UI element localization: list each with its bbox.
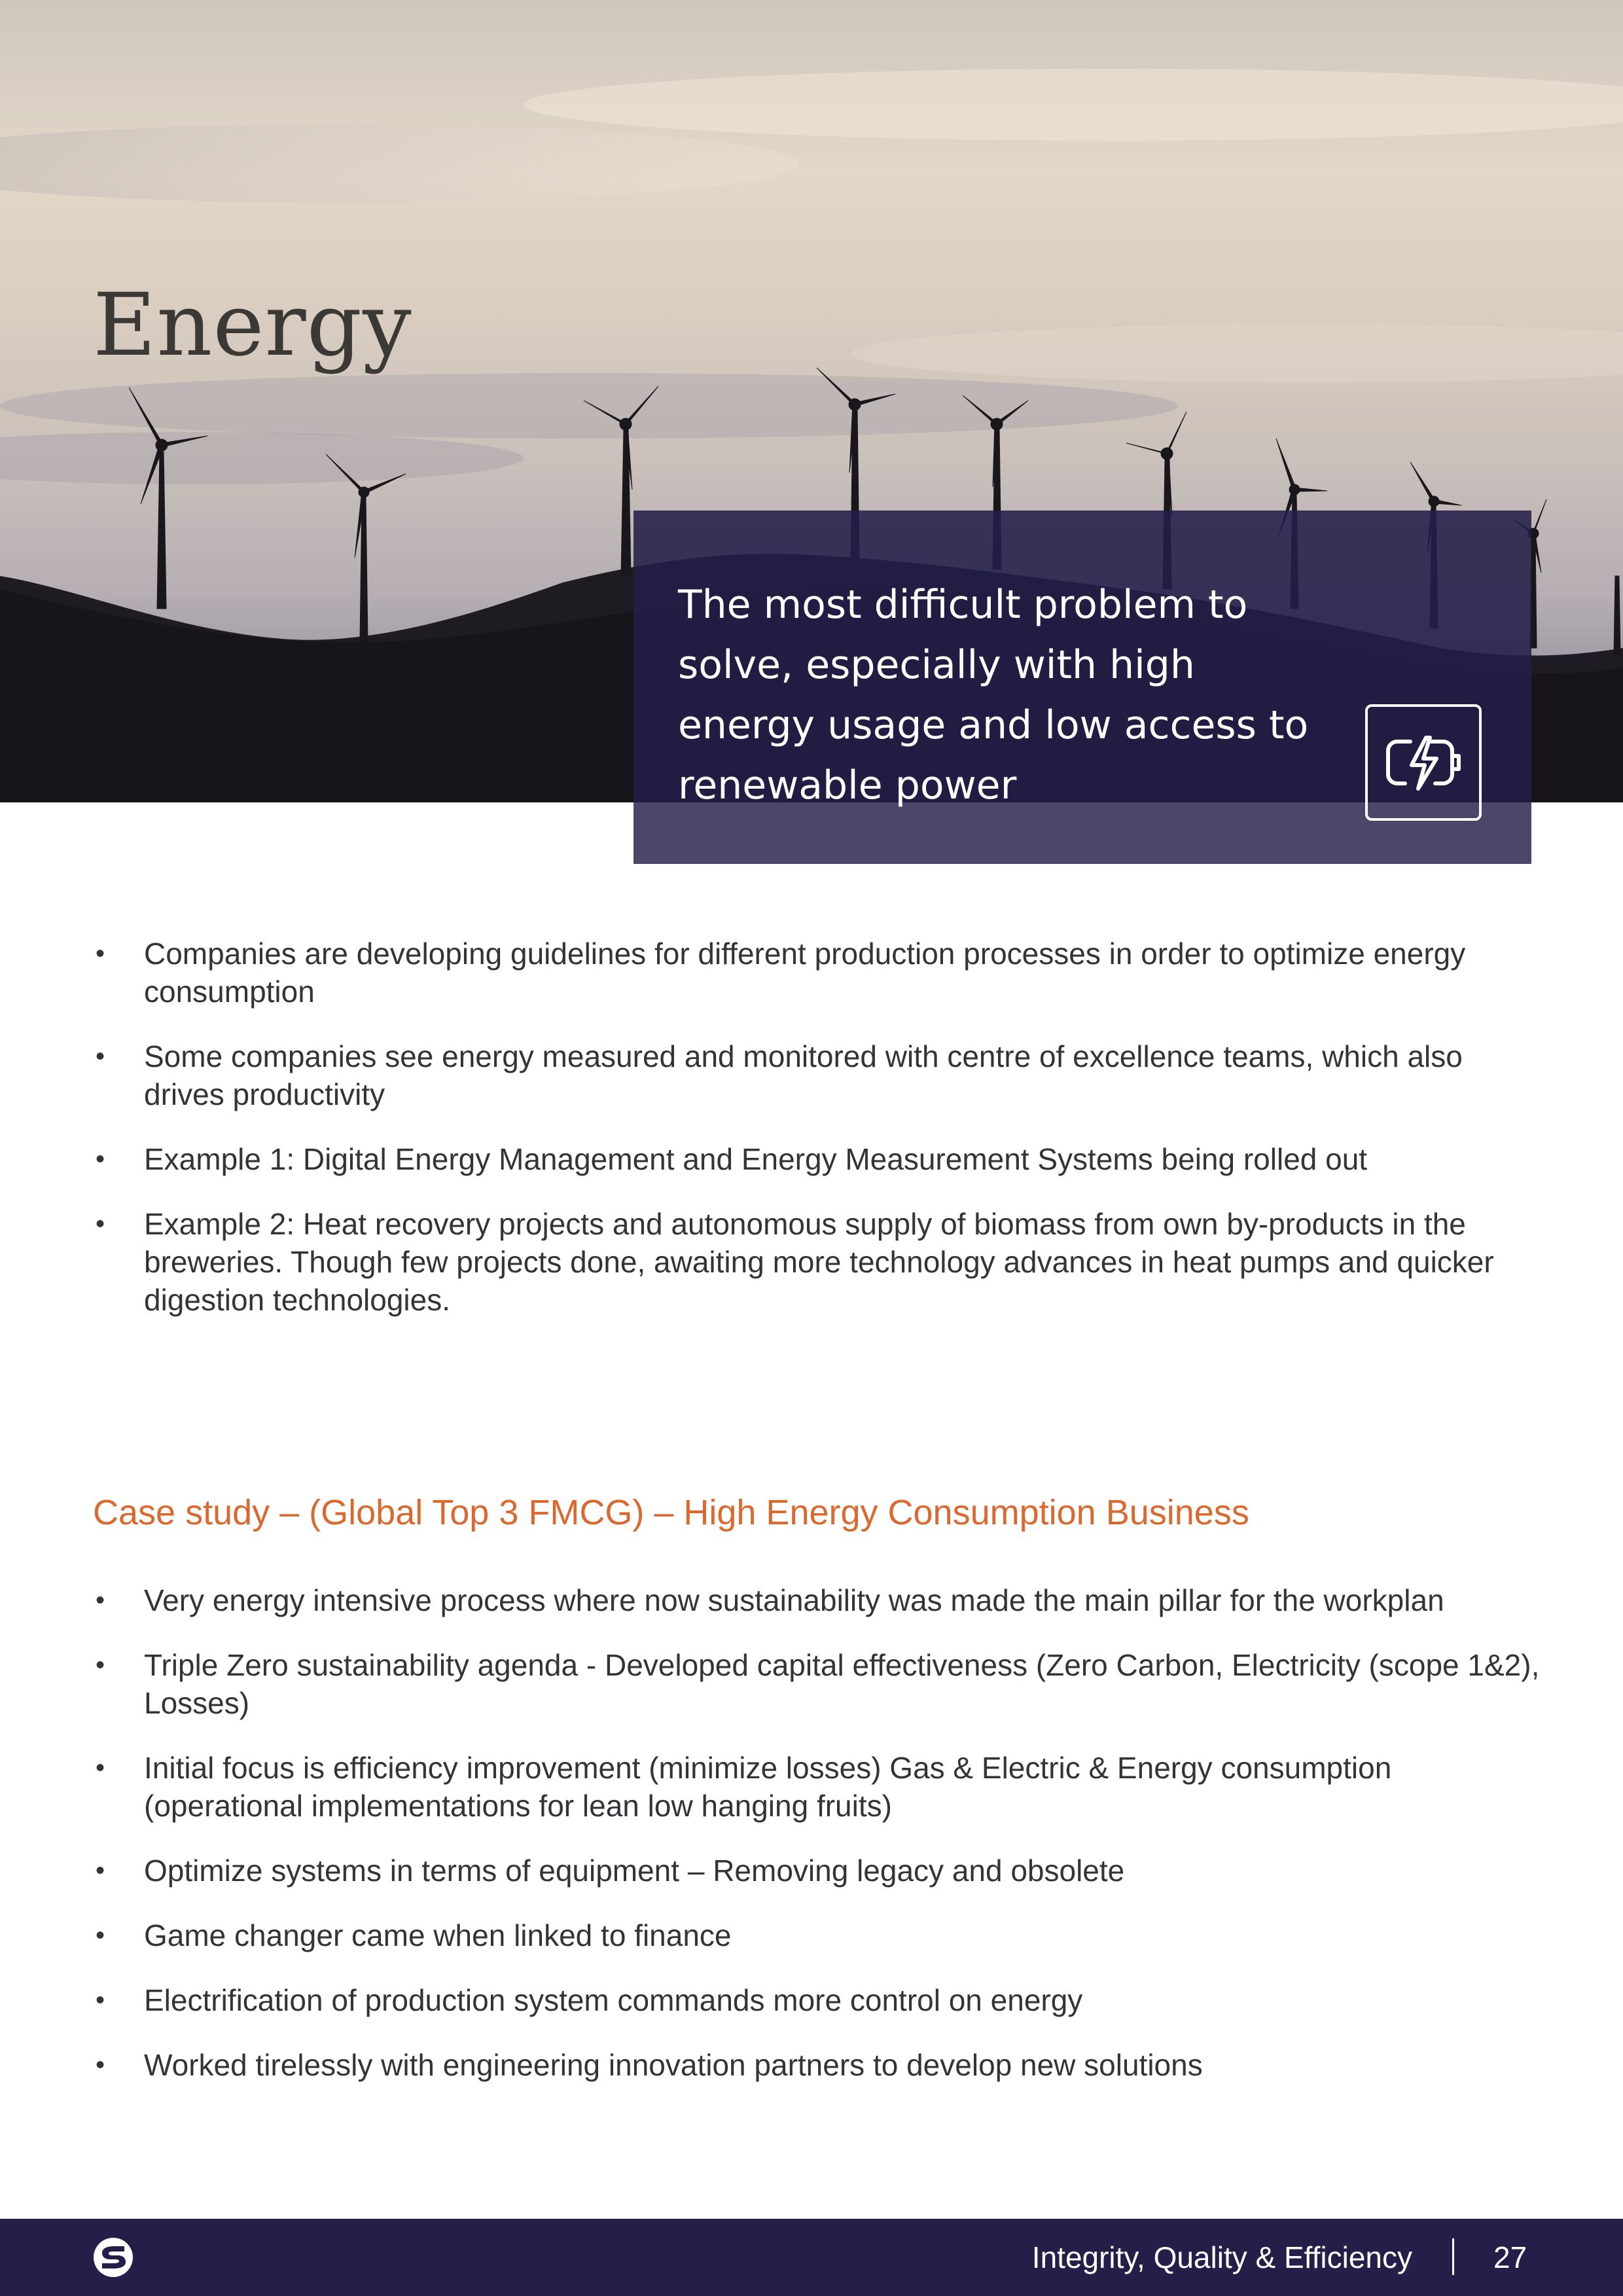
- page-footer: [0, 2219, 1623, 2296]
- list-item: • Companies are developing guidelines for different production processes in order to optimize energy consumption: [96, 937, 1466, 1009]
- list-item: • Optimize systems in terms of equipment – Removing legacy and obsolete: [96, 1854, 1125, 1888]
- list-item-text: Companies are developing guidelines for different production processes in order to optimize energy consumption: [144, 937, 1466, 1009]
- list-item: • Initial focus is efficiency improvement (minimize losses) Gas & Electric & Energy consumption (operational implementations for lean low hanging fruits): [96, 1751, 1392, 1823]
- list-item-text: Initial focus is efficiency improvement (minimize losses) Gas & Electric & Energy consumption (operational implementations for lean low hanging fruits): [144, 1751, 1392, 1823]
- list-item-text: Very energy intensive process where now sustainability was made the main pillar for the workplan: [144, 1583, 1444, 1617]
- energy-bullet-list: [93, 935, 1546, 1346]
- list-item-text: Some companies see energy measured and monitored with centre of excellence teams, which also drives productivity: [144, 1039, 1463, 1111]
- page-title: Energy: [93, 275, 412, 376]
- list-item-text: Worked tirelessly with engineering innovation partners to develop new solutions: [144, 2048, 1203, 2082]
- company-logo-icon: [93, 2237, 134, 2278]
- footer-divider: [1452, 2238, 1454, 2275]
- footer-tagline: Integrity, Quality & Efficiency: [1031, 2240, 1412, 2274]
- page-number: 27: [1493, 2240, 1527, 2274]
- list-item: • Game changer came when linked to finance: [96, 1918, 732, 1952]
- list-item: • Electrification of production system commands more control on energy: [96, 1983, 1083, 2017]
- case-study-bullet-list: [93, 1581, 1546, 2111]
- list-item-text: Game changer came when linked to finance: [144, 1918, 732, 1952]
- list-item-text: Optimize systems in terms of equipment – Removing legacy and obsolete: [144, 1854, 1125, 1888]
- list-item-text: Example 2: Heat recovery projects and autonomous supply of biomass from own by-products in the breweries. Though few projects done, awaiting more technology advances in heat pumps and quicker digestion technologies.: [144, 1207, 1494, 1317]
- highlight-callout: [633, 511, 1531, 864]
- list-item: • Some companies see energy measured and monitored with centre of excellence teams, which also drives productivity: [96, 1039, 1463, 1111]
- list-item-text: Example 1: Digital Energy Management and Energy Measurement Systems being rolled out: [144, 1142, 1368, 1176]
- battery-charging-icon: [1365, 704, 1482, 821]
- list-item: • Worked tirelessly with engineering innovation partners to develop new solutions: [96, 2048, 1203, 2082]
- list-item: • Triple Zero sustainability agenda - Developed capital effectiveness (Zero Carbon, Electricity (scope 1&2), Losses): [96, 1648, 1540, 1720]
- list-item: • Example 1: Digital Energy Management and Energy Measurement Systems being rolled out: [96, 1142, 1368, 1176]
- list-item-text: Triple Zero sustainability agenda - Developed capital effectiveness (Zero Carbon, Electricity (scope 1&2), Losses): [144, 1648, 1540, 1720]
- list-item: • Example 2: Heat recovery projects and autonomous supply of biomass from own by-products in the breweries. Though few projects done, awaiting more technology advances in heat pumps and quicker digestion technologies.: [96, 1207, 1494, 1317]
- callout-text: The most difficult problem to solve, especially with high energy usage and low access to renewable power: [678, 582, 1309, 808]
- list-item-text: Electrification of production system commands more control on energy: [144, 1983, 1083, 2017]
- list-item: • Very energy intensive process where now sustainability was made the main pillar for the workplan: [96, 1583, 1444, 1617]
- case-study-heading: Case study – (Global Top 3 FMCG) – High Energy Consumption Business: [93, 1493, 1249, 1532]
